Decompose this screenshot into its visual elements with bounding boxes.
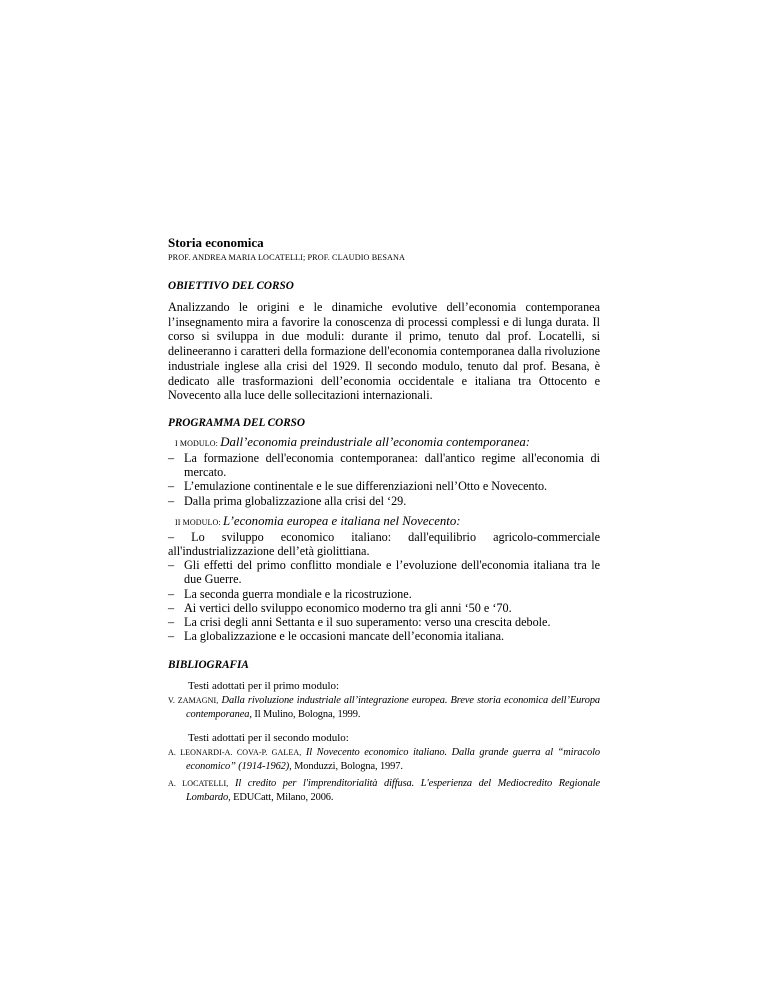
dash-bullet: – (168, 450, 175, 465)
list-item (168, 494, 600, 508)
course-title: Storia economica (168, 235, 264, 250)
bibliography-entry (168, 777, 600, 805)
module-1-prefix: I MODULO: (175, 438, 218, 448)
course-authors (168, 252, 600, 264)
list-item (168, 601, 600, 615)
course-sheet (168, 235, 600, 805)
dash-bullet: – (168, 479, 175, 494)
bib-author: A. LEONARDI-A. COVA-P. GALEA, (168, 748, 302, 758)
bibliography-heading: BIBLIOGRAFIA (168, 659, 249, 672)
bibliography-entry (168, 746, 600, 774)
bibliography-intro-module-1: Testi adottati per il primo modulo: (188, 680, 340, 693)
dash-bullet: – (168, 529, 175, 544)
bibliography-intro-module-2: Testi adottati per il secondo modulo: (188, 732, 349, 745)
list-item-text: La globalizzazione e le occasioni mancate dell’economia italiana. (184, 629, 505, 644)
list-item (168, 558, 600, 586)
list-item-text: La seconda guerra mondiale e la ricostruzione. (184, 586, 412, 601)
dash-bullet: – (168, 558, 175, 573)
module-1-heading (168, 435, 600, 451)
bibliography-entry (168, 694, 600, 722)
module-1-title: Dall’economia preindustriale all’economia contemporanea: (220, 434, 531, 449)
list-item-text: Lo sviluppo economico italiano: dall'equilibrio agricolo-commerciale all'industrializzazione dell’età giolittiana. (168, 529, 600, 558)
list-item-text: Dalla prima globalizzazione alla crisi del ‘29. (184, 493, 407, 508)
list-item-text: La crisi degli anni Settanta e il suo superamento: verso una crescita debole. (184, 614, 551, 629)
objective-heading: OBIETTIVO DEL CORSO (168, 280, 294, 292)
dash-bullet: – (168, 586, 175, 601)
program-heading: PROGRAMMA DEL CORSO (168, 416, 305, 429)
bib-title: Il Novecento economico italiano. Dalla grande guerra al “miracolo economico” (1914-1962), (186, 747, 600, 773)
objective-paragraph: Analizzando le origini e le dinamiche evolutive dell’economia contemporanea l’insegnamento mira a favorire la conoscenza di processi complessi e di lunga durata. Il corso si sviluppa in due moduli: durante il primo, tenuto dal prof. Locatelli, si delineeranno i caratteri della formazione dell'economia contemporanea dalla rivoluzione industriale inglese alla crisi del 1929. Il secondo modulo, tenuto dal prof. Besana, è dedicato alle trasformazioni dell’economia occidentale e italiana tra Ottocento e Novecento alla luce delle sollecitazioni internazionali. (168, 300, 600, 403)
authors-text: PROF. ANDREA MARIA LOCATELLI; PROF. CLAUDIO BESANA (168, 253, 406, 262)
list-item-text: Gli effetti del primo conflitto mondiale e l’evoluzione dell'economia italiana tra le due Guerre. (184, 558, 600, 587)
bib-author: A. LOCATELLI, (168, 779, 229, 789)
bib-publisher: EDUCatt, Milano, 2006. (233, 792, 334, 804)
list-item (168, 615, 600, 629)
list-item-text: L’emulazione continentale e le sue differenziazioni nell’Otto e Novecento. (184, 479, 548, 494)
module-2-heading (168, 514, 600, 530)
module-2-list (168, 530, 600, 644)
list-item (168, 587, 600, 601)
dash-bullet: – (168, 614, 175, 629)
list-item (168, 629, 600, 643)
list-item (168, 451, 600, 479)
module-2-title: L’economia europea e italiana nel Novecento: (223, 513, 461, 528)
bib-publisher: Il Mulino, Bologna, 1999. (254, 709, 361, 721)
bib-author: V. ZAMAGNI, (168, 696, 219, 706)
list-item-text: Ai vertici dello sviluppo economico moderno tra gli anni ‘50 e ‘70. (184, 600, 512, 615)
dash-bullet: – (168, 629, 175, 644)
bib-title: Dalla rivoluzione industriale all’integrazione europea. Breve storia economica dell’Europa contemporanea, (186, 695, 601, 721)
module-2-prefix: II MODULO: (175, 517, 221, 527)
dash-bullet: – (168, 600, 175, 615)
bib-title: Il credito per l'imprenditorialità diffusa. L'esperienza del Mediocredito Regionale Lombardo, (186, 778, 600, 804)
list-item-text: La formazione dell'economia contemporanea: dall'antico regime all'economia di mercato. (184, 450, 600, 480)
list-item (168, 530, 600, 558)
dash-bullet: – (168, 493, 175, 508)
list-item (168, 479, 600, 493)
module-1-list (168, 451, 600, 508)
bib-publisher: Monduzzi, Bologna, 1997. (294, 761, 403, 773)
